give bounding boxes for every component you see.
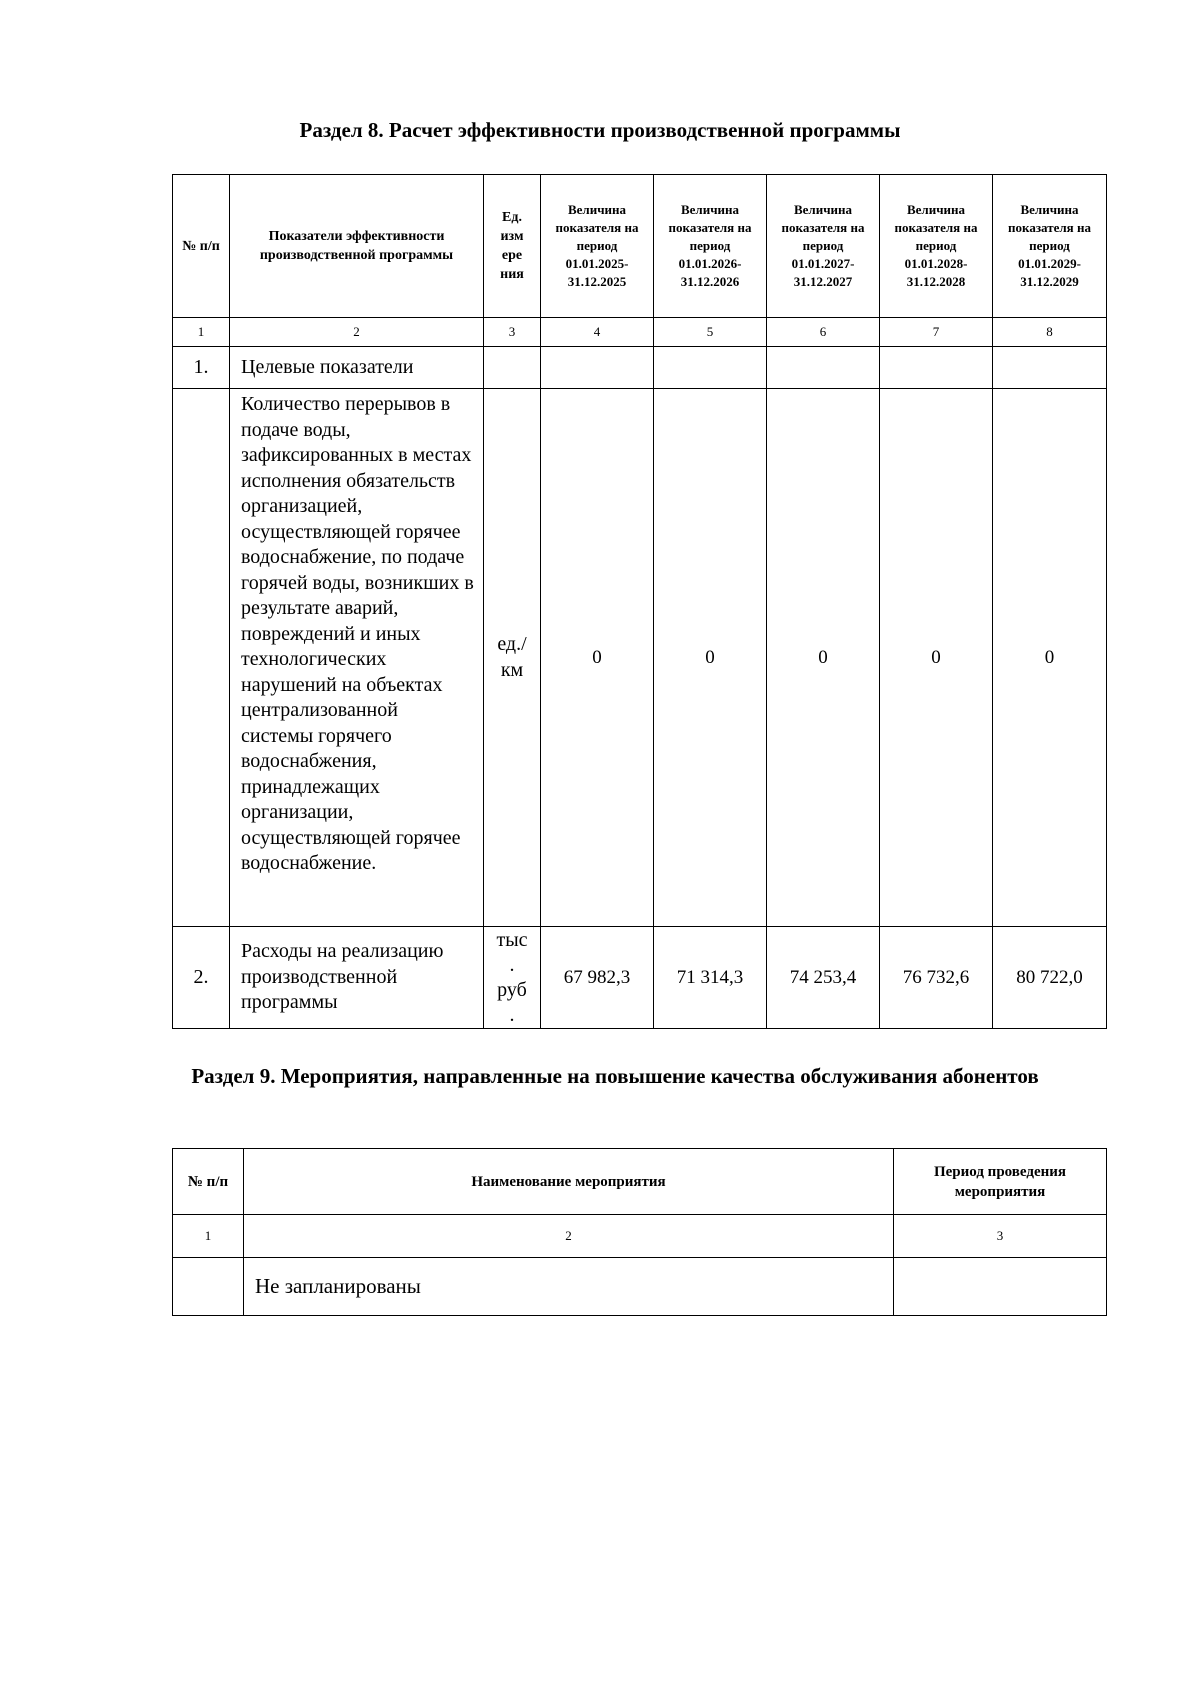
- row-num: [173, 1258, 244, 1316]
- row-num: [173, 389, 230, 927]
- col-number: 3: [484, 318, 541, 347]
- row-unit: [484, 347, 541, 389]
- header-period-2027: Величина показателя на период 01.01.2027-31.12.2027: [767, 175, 880, 318]
- header-num: № п/п: [173, 1149, 244, 1215]
- row-value: [880, 347, 993, 389]
- row-value: 67 982,3: [541, 927, 654, 1029]
- row-indicator: Расходы на реализацию производственной программы: [230, 927, 484, 1029]
- header-unit: Ед. изм ере ния: [484, 175, 541, 318]
- header-row: [173, 1149, 1107, 1215]
- row-value: 76 732,6: [880, 927, 993, 1029]
- col-number: 4: [541, 318, 654, 347]
- row-value: [993, 347, 1107, 389]
- col-number: 6: [767, 318, 880, 347]
- table-row: [173, 347, 1107, 389]
- table-row: [173, 927, 1107, 1029]
- col-number: 2: [244, 1215, 894, 1258]
- table-row: [173, 1258, 1107, 1316]
- row-indicator: Количество перерывов в подаче воды, зафиксированных в местах исполнения обязательств организацией, осуществляющей горячее водоснабжение, по подаче горячей воды, возникших в результате аварий, повреждений и иных технологических нарушений на объектах централизованной системы горячего водоснабжения, принадлежащих организации, осуществляющей горячее водоснабжение.: [230, 389, 484, 927]
- row-value: 71 314,3: [654, 927, 767, 1029]
- col-number: 5: [654, 318, 767, 347]
- row-name: Не запланированы: [244, 1258, 894, 1316]
- header-period-2026: Величина показателя на период 01.01.2026-31.12.2026: [654, 175, 767, 318]
- row-value: 0: [880, 389, 993, 927]
- row-value: [654, 347, 767, 389]
- header-num: № п/п: [173, 175, 230, 318]
- unit-line: .: [509, 1003, 515, 1026]
- header-row: [173, 175, 1107, 318]
- header-name: Наименование мероприятия: [244, 1149, 894, 1215]
- row-unit: [484, 927, 541, 1029]
- column-number-row: [173, 318, 1107, 347]
- row-indicator: Целевые показатели: [230, 347, 484, 389]
- unit-line: тыс: [496, 928, 528, 951]
- row-num: 2.: [173, 927, 230, 1029]
- row-value: 0: [654, 389, 767, 927]
- row-period: [894, 1258, 1107, 1316]
- col-number: 1: [173, 1215, 244, 1258]
- col-number: 8: [993, 318, 1107, 347]
- row-value: 80 722,0: [993, 927, 1107, 1029]
- col-number: 1: [173, 318, 230, 347]
- unit-line: .: [509, 953, 515, 976]
- section9-title: Раздел 9. Мероприятия, направленные на повышение качества обслуживания абонентов: [191, 1064, 1039, 1088]
- row-value: [767, 347, 880, 389]
- row-value: 0: [993, 389, 1107, 927]
- unit-line: руб: [497, 978, 527, 1001]
- row-value: 0: [767, 389, 880, 927]
- col-number: 7: [880, 318, 993, 347]
- row-value: 0: [541, 389, 654, 927]
- col-number: 2: [230, 318, 484, 347]
- column-number-row: [173, 1215, 1107, 1258]
- header-period-2029: Величина показателя на период 01.01.2029-31.12.2029: [993, 175, 1107, 318]
- efficiency-table: [172, 174, 1107, 1029]
- header-period-2028: Величина показателя на период 01.01.2028-31.12.2028: [880, 175, 993, 318]
- header-indicator: Показатели эффективности производственной программы: [230, 175, 484, 318]
- col-number: 3: [894, 1215, 1107, 1258]
- table-row: [173, 389, 1107, 927]
- row-num: 1.: [173, 347, 230, 389]
- section8-title: Раздел 8. Расчет эффективности производственной программы: [299, 118, 901, 142]
- header-period: Период проведения мероприятия: [894, 1149, 1107, 1215]
- row-value: 74 253,4: [767, 927, 880, 1029]
- header-period-2025: Величина показателя на период 01.01.2025-31.12.2025: [541, 175, 654, 318]
- measures-table: [172, 1148, 1107, 1316]
- row-unit: ед./ км: [484, 389, 541, 927]
- row-value: [541, 347, 654, 389]
